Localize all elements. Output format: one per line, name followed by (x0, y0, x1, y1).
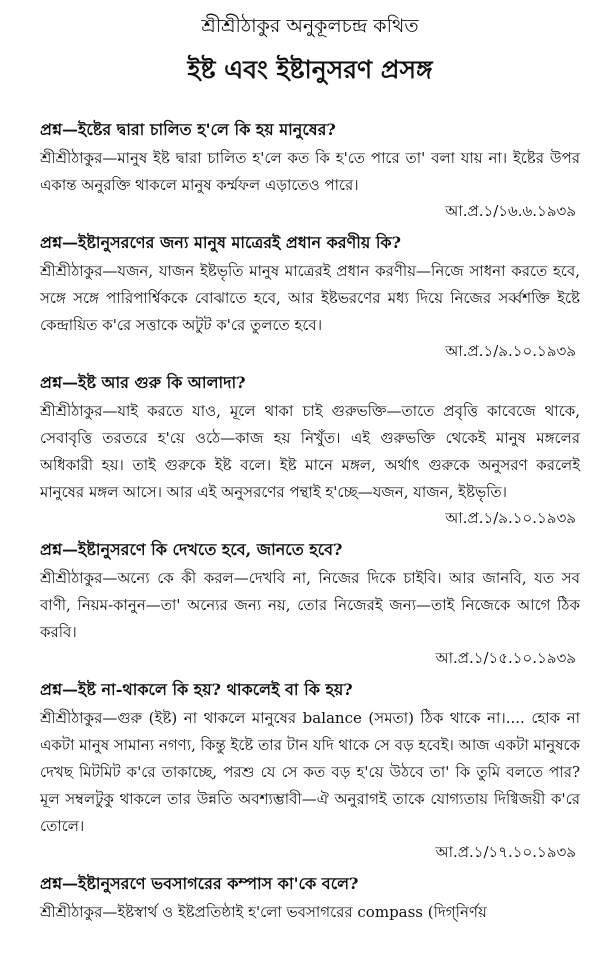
qa-section (40, 537, 580, 671)
question: প্রশ্ন—ইষ্টানুসরণে কি দেখতে হবে, জানতে হবে? (40, 540, 343, 559)
book-subtitle: শ্রীশ্রীঠাকুর অনুকূলচন্দ্র কথিত (201, 15, 419, 37)
question: প্রশ্ন—ইষ্টানুসরণের জন্য মানুষ মাত্রেরই প্রধান করণীয় কি? (40, 233, 401, 252)
reference: আ.প্র.১/১৫.১০.১৯৩৯ (435, 649, 576, 667)
question: প্রশ্ন—ইষ্টানুসরণে ভবসাগরের কম্পাস কা'কে বলে? (40, 874, 359, 893)
page-title: ইষ্ট এবং ইষ্টানুসরণ প্রসঙ্গ (187, 55, 433, 84)
qa-section (40, 677, 580, 865)
qa-section (40, 871, 580, 926)
question: প্রশ্ন—ইষ্টের দ্বারা চালিত হ'লে কি হয় মানুষের? (40, 120, 336, 139)
qa-section (40, 230, 580, 364)
qa-section (40, 370, 580, 531)
qa-section (40, 117, 580, 224)
answer: শ্রীশ্রীঠাকুর—মানুষ ইষ্ট দ্বারা চালিত হ'লে কত কি হ'তে পারে তা' বলা যায় না। ইষ্টের উপর একান্ত অনুরক্তি থাকলে মানুষ কর্ম্মফল এড়াতেও পারে। (40, 149, 580, 194)
answer: শ্রীশ্রীঠাকুর—অন্যে কে কী করল—দেখবি না, নিজের দিকে চাইবি। আর জানবি, যত সব বাণী, নিয়ম-কানুন—তা' অন্যের জন্য নয়, তোর নিজেরই জন্য—তাই নিজেকে আগে ঠিক করবি। (40, 569, 580, 641)
question: প্রশ্ন—ইষ্ট না-থাকলে কি হয়? থাকলেই বা কি হয়? (40, 680, 353, 699)
answer: শ্রীশ্রীঠাকুর—গুরু (ইষ্ট) না থাকলে মানুষের balance (সমতা) ঠিক থাকে না।.... হোক না একটা মানুষ সামান্য নগণ্য, কিন্তু ইষ্টে তার টান যদি থাকে সে বড় হবেই। আজ একটা মানুষকে দেখছ মিটমিট ক'রে তাকাচ্ছে, পরশু যে সে কত বড় হ'য়ে উঠবে তা' কি তুমি বলতে পার? মূল সম্বলটুকু থাকলে তার উন্নতি অবশ্যম্ভাবী—ঐ অনুরাগই তাকে যোগ্যতায় দিগ্বিজয়ী ক'রে তোলে। (40, 709, 580, 835)
answer: শ্রীশ্রীঠাকুর—ইষ্টস্বার্থ ও ইষ্টপ্রতিষ্ঠাই হ'লো ভবসাগরের compass (দিগ্‌নির্ণয় (40, 903, 487, 921)
reference: আ.প্র.১/৯.১০.১৯৩৯ (445, 509, 576, 527)
answer: শ্রীশ্রীঠাকুর—যজন, যাজন ইষ্টভৃতি মানুষ মাত্রেরই প্রধান করণীয়—নিজে সাধনা করতে হবে, সঙ্গে সঙ্গে পারিপার্শ্বিককে বোঝাতে হবে, আর ইষ্টভরণের মধ্য দিয়ে নিজের সর্ব্বশক্তি ইষ্টে কেন্দ্রায়িত ক'রে সত্তাকে অটুট ক'রে তুলতে হবে। (40, 262, 580, 334)
reference: আ.প্র.১/১৭.১০.১৯৩৯ (435, 843, 576, 861)
answer: শ্রীশ্রীঠাকুর—যাই করতে যাও, মূলে থাকা চাই গুরুভক্তি—তাতে প্রবৃত্তি কাবেজে থাকে, সেবাবৃত্তি তরতরে হ'য়ে ওঠে—কাজ হয় নিখুঁত। এই গুরুভক্তি থেকেই মানুষ মঙ্গলের অধিকারী হয়। তাই গুরুকে ইষ্ট বলে। ইষ্ট মানে মঙ্গল, অর্থাৎ গুরুকে অনুসরণ করলেই মানুষের মঙ্গল আসে। আর এই অনুসরণের পন্থাই হ'চ্ছে—যজন, যাজন, ইষ্টভৃতি। (40, 402, 580, 501)
reference: আ.প্র.১/৯.১০.১৯৩৯ (445, 342, 576, 360)
reference: আ.প্র.১/১৬.৬.১৯৩৯ (445, 202, 576, 220)
question: প্রশ্ন—ইষ্ট আর গুরু কি আলাদা? (40, 373, 246, 392)
